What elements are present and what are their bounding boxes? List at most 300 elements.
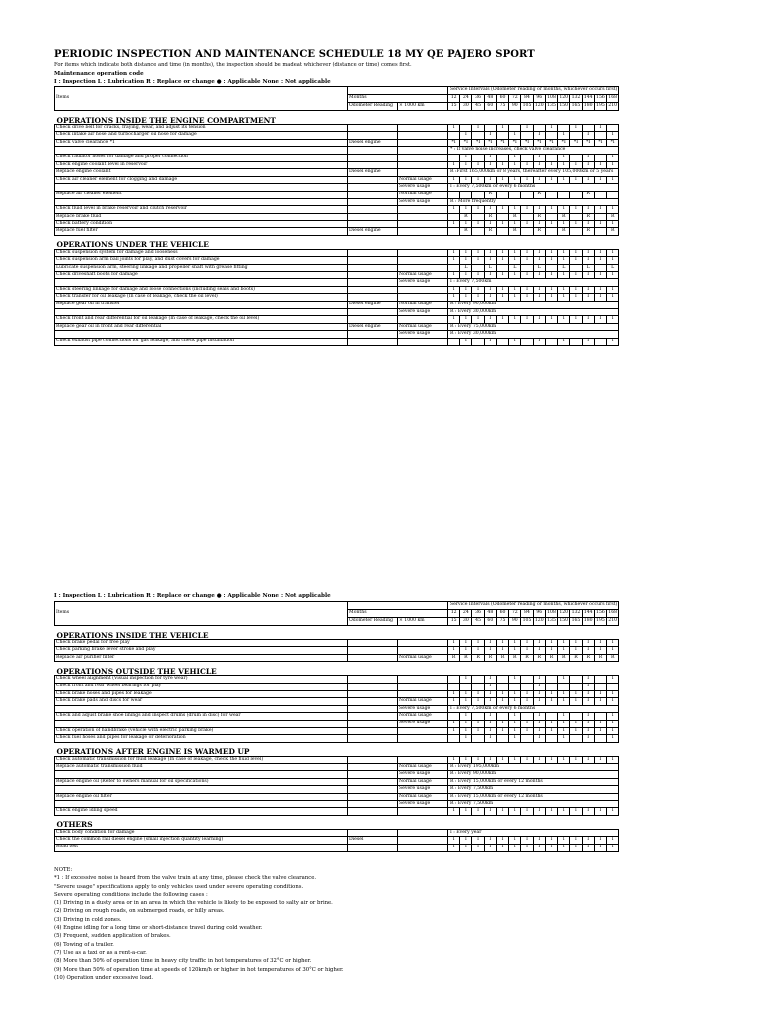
interval-cell: I xyxy=(545,698,557,705)
interval-cell: R xyxy=(607,213,619,220)
interval-cell: I xyxy=(448,837,460,844)
table-row xyxy=(55,257,619,264)
interval-cell xyxy=(496,191,508,198)
usage-cell xyxy=(398,132,448,139)
condition-cell xyxy=(348,735,398,742)
interval-cell: I xyxy=(607,640,619,647)
interval-cell: I xyxy=(594,272,606,279)
interval-cell: I xyxy=(521,286,533,293)
table-row xyxy=(55,272,619,279)
interval-cell: I xyxy=(484,683,496,690)
usage-cell xyxy=(398,808,448,815)
interval-cell: L xyxy=(582,264,594,271)
item-name: Check fuel hoses and pipes for leakage or deterioration xyxy=(55,735,348,742)
interval-cell: I xyxy=(521,272,533,279)
table-row xyxy=(55,735,619,742)
interval-cell: I xyxy=(484,286,496,293)
item-name: Check fluid level in brake reservoir and clutch reservoir xyxy=(55,206,348,213)
interval-cell: I xyxy=(607,713,619,720)
header-blank xyxy=(348,87,448,95)
table-row xyxy=(55,705,619,712)
condition-cell xyxy=(348,279,398,286)
interval-cell xyxy=(448,132,460,139)
interval-cell: I xyxy=(460,206,472,213)
interval-cell: R xyxy=(582,191,594,198)
interval-cell: I xyxy=(533,640,545,647)
usage-cell: Normal usage xyxy=(398,713,448,720)
interval-cell: I xyxy=(448,125,460,132)
interval-cell xyxy=(594,713,606,720)
interval-cell: I xyxy=(533,735,545,742)
interval-cell: I xyxy=(496,837,508,844)
km-value: 120 xyxy=(533,618,545,626)
interval-cell xyxy=(460,125,472,132)
interval-cell: I xyxy=(460,221,472,228)
items-header: Items xyxy=(55,602,348,626)
interval-cell: R xyxy=(484,213,496,220)
table-row xyxy=(55,727,619,734)
interval-cell: I xyxy=(582,713,594,720)
condition-cell xyxy=(348,640,398,647)
legend-text: I : Inspection L : Lubrication R : Replace or change ● : Applicable None : Not applicable xyxy=(54,79,331,85)
interval-cell: I xyxy=(594,720,606,727)
interval-note: R : Every 7,500km xyxy=(448,801,619,808)
interval-cell: I xyxy=(582,272,594,279)
usage-cell xyxy=(398,735,448,742)
interval-cell: I xyxy=(448,844,460,851)
interval-cell: I xyxy=(570,316,582,323)
interval-cell: I xyxy=(521,727,533,734)
note-line: (10) Operation under excessive load. xyxy=(54,974,154,981)
interval-cell: R xyxy=(448,654,460,661)
interval-cell: I xyxy=(509,720,521,727)
interval-cell: I xyxy=(472,727,484,734)
interval-cell: I xyxy=(594,808,606,815)
table-row xyxy=(55,771,619,778)
condition-cell: Diesel xyxy=(348,837,398,844)
interval-note: I : Every 7,500km or every 6 months xyxy=(448,705,619,712)
interval-note: R : Every 15,000km or every 12 months xyxy=(448,793,619,800)
interval-cell: I xyxy=(558,676,570,683)
interval-cell: R xyxy=(607,654,619,661)
usage-cell xyxy=(398,756,448,763)
interval-cell: R xyxy=(460,228,472,235)
table-row xyxy=(55,331,619,338)
km-value: 75 xyxy=(496,103,508,111)
interval-cell: R xyxy=(545,654,557,661)
interval-cell: I xyxy=(582,249,594,256)
interval-cell: I xyxy=(607,294,619,301)
interval-note: * : If valve noise increases, check valve clearance xyxy=(448,147,619,154)
usage-cell xyxy=(398,221,448,228)
interval-cell xyxy=(496,735,508,742)
interval-cell xyxy=(521,338,533,345)
condition-cell xyxy=(348,191,398,198)
interval-cell: I xyxy=(570,286,582,293)
interval-cell: I xyxy=(582,735,594,742)
interval-cell: I xyxy=(570,690,582,697)
interval-cell: I xyxy=(448,221,460,228)
interval-cell: I xyxy=(484,756,496,763)
interval-cell xyxy=(545,735,557,742)
interval-cell: I xyxy=(533,294,545,301)
interval-cell: R xyxy=(607,228,619,235)
interval-cell: I xyxy=(472,808,484,815)
item-name: Check wheel alignment (Visual inspection for tyre wear) xyxy=(55,676,348,683)
interval-cell xyxy=(570,132,582,139)
interval-cell: I xyxy=(607,676,619,683)
interval-cell: I xyxy=(472,647,484,654)
interval-cell xyxy=(558,191,570,198)
km-value: 45 xyxy=(472,618,484,626)
item-name: Check air cleaner element for clogging and damage xyxy=(55,176,348,183)
interval-cell: I xyxy=(607,257,619,264)
interval-cell: I xyxy=(545,161,557,168)
item-name: Replace fuel filter xyxy=(55,228,348,235)
interval-cell: I xyxy=(496,125,508,132)
interval-cell xyxy=(472,191,484,198)
interval-cell xyxy=(521,264,533,271)
interval-cell: I xyxy=(533,808,545,815)
table-row xyxy=(55,139,619,146)
interval-cell: I xyxy=(545,727,557,734)
usage-cell: Normal usage xyxy=(398,764,448,771)
interval-cell xyxy=(570,228,582,235)
interval-cell: I xyxy=(558,720,570,727)
interval-cell: I xyxy=(509,206,521,213)
item-name xyxy=(55,279,348,286)
interval-cell: I xyxy=(582,161,594,168)
usage-cell: Severe usage xyxy=(398,786,448,793)
km-value: 210 xyxy=(607,618,619,626)
usage-cell xyxy=(398,294,448,301)
interval-cell: I xyxy=(460,720,472,727)
interval-cell: I xyxy=(509,727,521,734)
notes-block xyxy=(54,866,344,982)
interval-cell: I xyxy=(545,316,557,323)
interval-cell: I xyxy=(509,713,521,720)
condition-cell xyxy=(348,698,398,705)
interval-cell xyxy=(545,154,557,161)
interval-cell: I xyxy=(509,286,521,293)
note-line: Severe operating conditions include the following cases : xyxy=(54,891,208,898)
interval-cell xyxy=(594,338,606,345)
interval-note: R : Every 75,000km xyxy=(448,323,619,330)
condition-cell xyxy=(348,801,398,808)
item-name xyxy=(55,198,348,205)
interval-cell: I xyxy=(484,272,496,279)
interval-cell: *I xyxy=(570,139,582,146)
interval-cell: I xyxy=(545,720,557,727)
interval-cell: I xyxy=(460,338,472,345)
interval-cell xyxy=(545,683,557,690)
interval-cell: I xyxy=(594,698,606,705)
interval-cell: I xyxy=(545,690,557,697)
table-row xyxy=(55,778,619,785)
interval-cell: R xyxy=(484,654,496,661)
interval-cell: I xyxy=(448,272,460,279)
condition-cell xyxy=(348,147,398,154)
interval-cell: I xyxy=(460,676,472,683)
usage-cell: Normal usage xyxy=(398,778,448,785)
interval-cell xyxy=(570,735,582,742)
interval-cell: I xyxy=(448,249,460,256)
odometer-label: Odometer Reading xyxy=(348,618,398,626)
interval-cell: I xyxy=(509,316,521,323)
interval-cell: I xyxy=(607,808,619,815)
item-name: Check automatic transmission for fluid leakage (In case of leakage, check the fluid level) xyxy=(55,756,348,763)
interval-cell: I xyxy=(558,756,570,763)
section-heading: OPERATIONS AFTER ENGINE IS WARMED UP xyxy=(56,747,250,757)
interval-cell: I xyxy=(607,272,619,279)
interval-cell: I xyxy=(496,698,508,705)
interval-cell: I xyxy=(558,690,570,697)
interval-cell xyxy=(521,213,533,220)
section-heading: OPERATIONS OUTSIDE THE VEHICLE xyxy=(56,666,217,676)
section-heading: OTHERS xyxy=(56,820,93,830)
interval-cell: I xyxy=(545,206,557,213)
interval-cell: I xyxy=(460,844,472,851)
interval-cell xyxy=(570,213,582,220)
interval-cell: I xyxy=(582,154,594,161)
interval-cell: I xyxy=(472,272,484,279)
interval-cell: I xyxy=(448,640,460,647)
item-name: Replace air purifier filter xyxy=(55,654,348,661)
interval-cell: R xyxy=(594,654,606,661)
interval-cell: I xyxy=(484,676,496,683)
interval-cell: I xyxy=(496,640,508,647)
interval-cell: I xyxy=(607,837,619,844)
interval-cell: I xyxy=(582,690,594,697)
item-name xyxy=(55,184,348,191)
section-heading: OPERATIONS INSIDE THE VEHICLE xyxy=(56,630,209,640)
condition-cell xyxy=(348,221,398,228)
item-name: Check transfer for oil leakage (In case of leakage, check the oil level) xyxy=(55,294,348,301)
interval-cell: I xyxy=(594,221,606,228)
interval-cell: I xyxy=(582,837,594,844)
condition-cell xyxy=(348,316,398,323)
condition-cell xyxy=(348,690,398,697)
interval-cell: I xyxy=(533,727,545,734)
item-name: Check valve clearance *1 xyxy=(55,139,348,146)
interval-cell xyxy=(496,676,508,683)
condition-cell xyxy=(348,778,398,785)
interval-cell: I xyxy=(594,844,606,851)
condition-cell xyxy=(348,198,398,205)
interval-cell: I xyxy=(558,316,570,323)
usage-cell xyxy=(398,125,448,132)
interval-cell: I xyxy=(484,844,496,851)
interval-cell xyxy=(496,154,508,161)
interval-cell: R xyxy=(460,654,472,661)
interval-cell: I xyxy=(484,640,496,647)
interval-cell: I xyxy=(558,206,570,213)
item-name: Check driveshaft boots for damage xyxy=(55,272,348,279)
schedule-table-1 xyxy=(54,86,619,346)
item-name: Replace engine oil filter xyxy=(55,793,348,800)
table-row xyxy=(55,808,619,815)
interval-cell: I xyxy=(607,338,619,345)
interval-cell xyxy=(521,154,533,161)
interval-cell: R xyxy=(533,228,545,235)
interval-cell: I xyxy=(460,316,472,323)
months-value: 120 xyxy=(558,610,570,618)
items-header: Items xyxy=(55,87,348,111)
usage-cell xyxy=(398,161,448,168)
item-name: Check parking brake lever stroke and play xyxy=(55,647,348,654)
interval-cell: I xyxy=(582,286,594,293)
interval-cell: I xyxy=(472,316,484,323)
interval-cell: I xyxy=(558,338,570,345)
interval-cell xyxy=(472,264,484,271)
interval-cell: I xyxy=(509,257,521,264)
interval-cell: I xyxy=(607,735,619,742)
interval-cell: I xyxy=(484,257,496,264)
interval-cell: L xyxy=(607,264,619,271)
note-line: (4) Engine idling for a long time or short-distance travel during cold weather. xyxy=(54,925,263,932)
interval-cell: I xyxy=(460,735,472,742)
usage-cell xyxy=(398,683,448,690)
interval-cell: I xyxy=(521,844,533,851)
interval-cell: I xyxy=(460,249,472,256)
usage-cell xyxy=(398,338,448,345)
condition-cell xyxy=(348,176,398,183)
interval-cell xyxy=(472,132,484,139)
usage-cell: Normal usage xyxy=(398,301,448,308)
table-row xyxy=(55,279,619,286)
interval-cell xyxy=(509,191,521,198)
unit-label: × 1000 km xyxy=(398,618,448,626)
interval-cell: I xyxy=(484,132,496,139)
km-value: 75 xyxy=(496,618,508,626)
interval-cell: I xyxy=(460,698,472,705)
usage-cell xyxy=(398,139,448,146)
interval-cell: I xyxy=(558,176,570,183)
item-name: Check suspension arm ball joints for play, and dust covers for damage xyxy=(55,257,348,264)
interval-cell: I xyxy=(460,727,472,734)
interval-note: R : Every 15,000km or every 12 months xyxy=(448,778,619,785)
condition-cell xyxy=(348,764,398,771)
item-name xyxy=(55,786,348,793)
interval-cell xyxy=(594,132,606,139)
interval-cell: I xyxy=(533,206,545,213)
interval-cell: I xyxy=(472,161,484,168)
interval-cell: I xyxy=(509,808,521,815)
interval-cell xyxy=(521,713,533,720)
interval-cell: I xyxy=(509,132,521,139)
interval-cell: I xyxy=(594,647,606,654)
interval-cell: I xyxy=(570,727,582,734)
months-value: 168 xyxy=(607,95,619,103)
interval-cell: I xyxy=(496,844,508,851)
header-blank xyxy=(348,602,448,610)
usage-cell: Normal usage xyxy=(398,191,448,198)
interval-cell: I xyxy=(570,161,582,168)
usage-cell xyxy=(398,676,448,683)
interval-cell xyxy=(545,264,557,271)
usage-cell: Normal usage xyxy=(398,323,448,330)
interval-cell: I xyxy=(558,735,570,742)
interval-cell: I xyxy=(533,683,545,690)
interval-cell: I xyxy=(484,727,496,734)
months-value: 48 xyxy=(484,610,496,618)
interval-cell: I xyxy=(570,176,582,183)
interval-cell: I xyxy=(496,316,508,323)
table-row xyxy=(55,125,619,132)
interval-cell xyxy=(448,228,460,235)
interval-cell: I xyxy=(472,286,484,293)
interval-cell: I xyxy=(521,294,533,301)
interval-cell: I xyxy=(509,735,521,742)
table-row xyxy=(55,154,619,161)
condition-cell xyxy=(348,683,398,690)
interval-cell: I xyxy=(460,272,472,279)
interval-cell xyxy=(496,228,508,235)
months-value: 108 xyxy=(545,610,557,618)
condition-cell xyxy=(348,647,398,654)
interval-cell: R xyxy=(582,228,594,235)
interval-cell: I xyxy=(607,249,619,256)
interval-cell: R xyxy=(533,191,545,198)
item-name: Check steering linkage for damage and loose connections (including seals and boots) xyxy=(55,286,348,293)
note-line: (9) More than 50% of operation time at speeds of 120km/h or higher in hot temperatures of 30°C or higher. xyxy=(54,966,344,973)
interval-cell: I xyxy=(594,125,606,132)
usage-cell xyxy=(398,264,448,271)
interval-note: I : Every 7,500km xyxy=(448,279,619,286)
interval-cell: *I xyxy=(460,139,472,146)
interval-cell: I xyxy=(558,272,570,279)
interval-cell: I xyxy=(496,206,508,213)
interval-cell: R xyxy=(472,654,484,661)
interval-cell: *I xyxy=(607,139,619,146)
km-value: 150 xyxy=(558,618,570,626)
interval-cell: I xyxy=(496,690,508,697)
interval-cell: R xyxy=(496,654,508,661)
interval-cell: I xyxy=(472,640,484,647)
usage-cell xyxy=(398,206,448,213)
km-value: 195 xyxy=(594,618,606,626)
schedule-table-2 xyxy=(54,601,619,852)
interval-cell: I xyxy=(545,844,557,851)
item-name: Replace gear oil in front and rear differential xyxy=(55,323,348,330)
usage-cell xyxy=(398,147,448,154)
km-value: 45 xyxy=(472,103,484,111)
months-value: 72 xyxy=(509,610,521,618)
interval-cell xyxy=(570,264,582,271)
interval-cell xyxy=(607,125,619,132)
interval-cell: I xyxy=(521,161,533,168)
condition-cell xyxy=(348,829,398,836)
interval-cell: I xyxy=(484,698,496,705)
interval-cell xyxy=(472,676,484,683)
intro-text: For items which indicate both distance and time (in months), the inspection should be madeat whichever (distance or time) comes first. xyxy=(54,62,412,68)
interval-cell: I xyxy=(533,272,545,279)
usage-cell xyxy=(398,640,448,647)
item-name: Check front and rear wheel bearings for play xyxy=(55,683,348,690)
interval-cell xyxy=(521,228,533,235)
interval-cell: I xyxy=(509,756,521,763)
interval-cell: I xyxy=(472,221,484,228)
table-row xyxy=(55,176,619,183)
interval-cell xyxy=(472,713,484,720)
item-name: Check the common rail diesel engine (small injection quantity learning) xyxy=(55,837,348,844)
usage-cell xyxy=(398,829,448,836)
item-name: Check brake hoses and pipes for leakage xyxy=(55,690,348,697)
legend-text-2: I : Inspection L : Lubrication R : Replace or change ● : Applicable None : Not applicable xyxy=(54,593,331,599)
table-row xyxy=(55,132,619,139)
interval-cell xyxy=(484,125,496,132)
interval-cell: I xyxy=(509,161,521,168)
